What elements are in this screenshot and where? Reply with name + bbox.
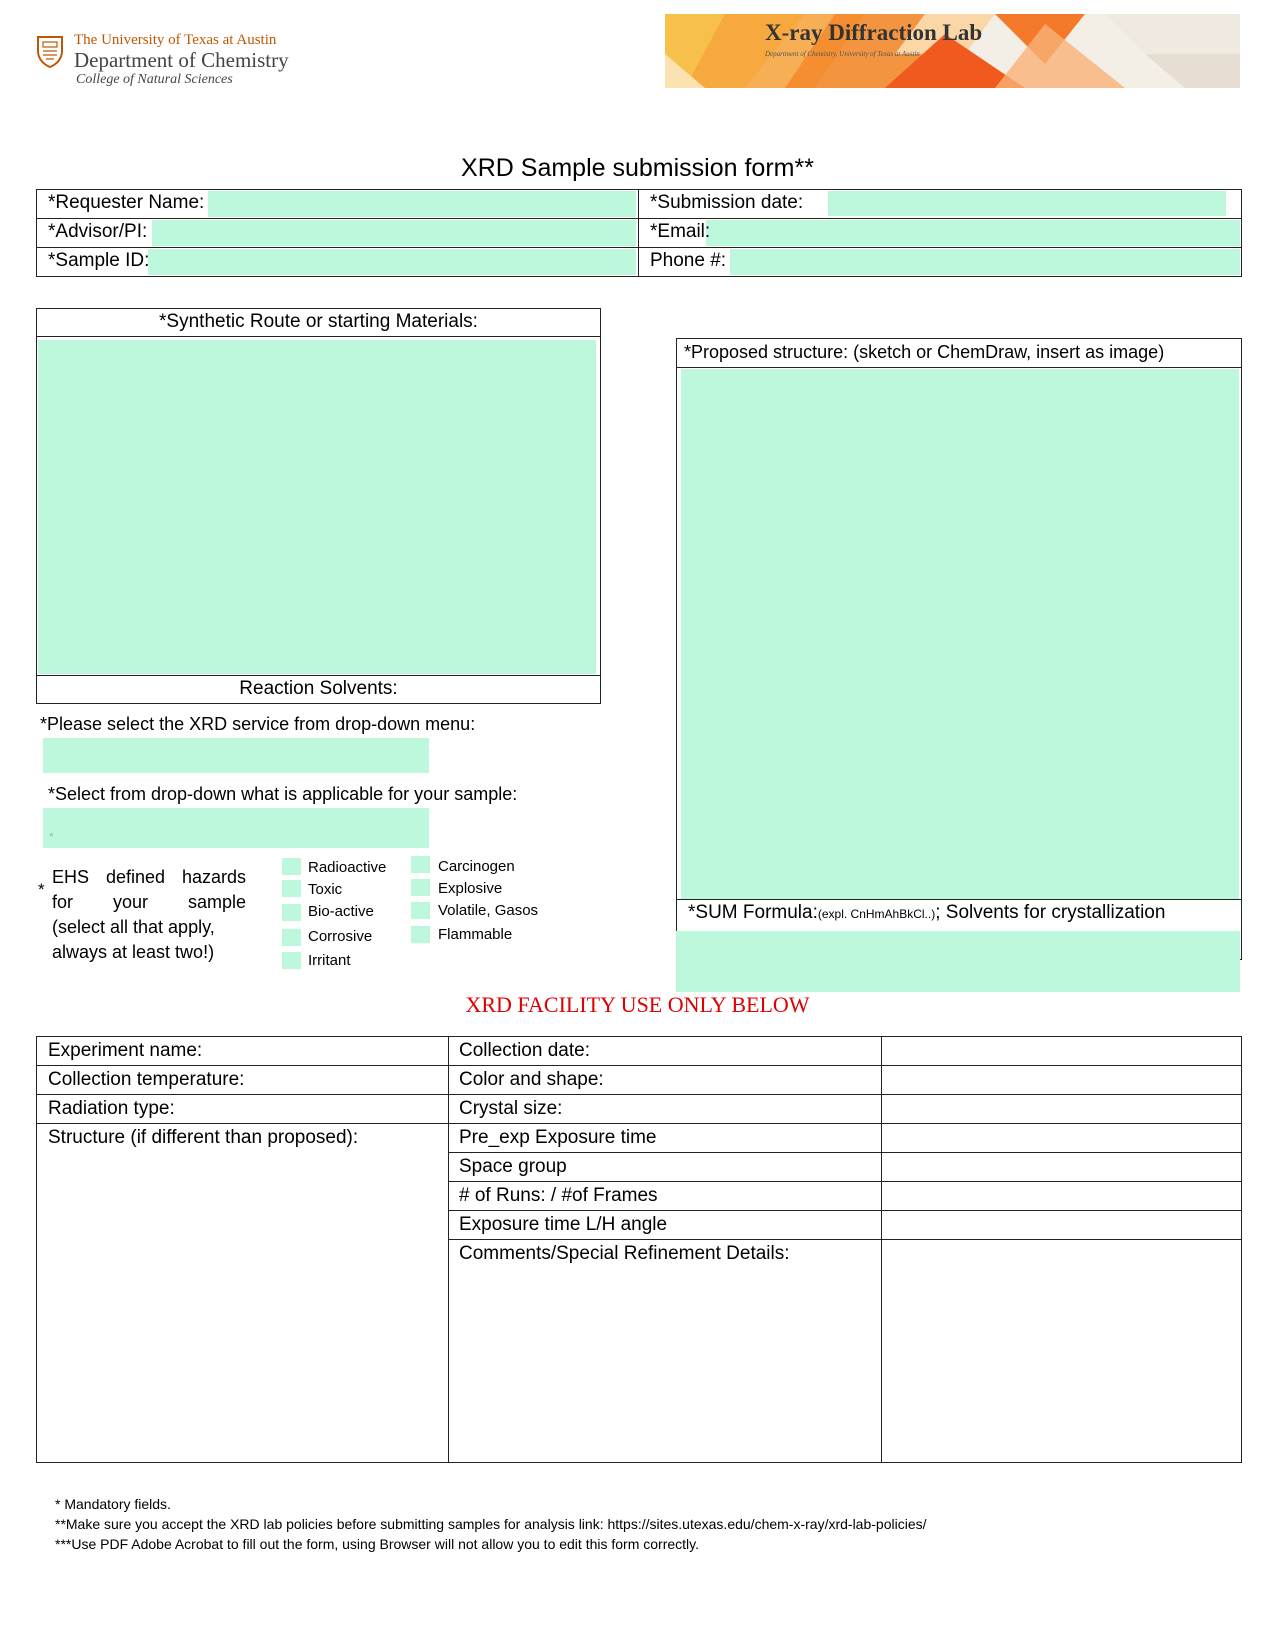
checkbox-flammable[interactable] xyxy=(411,926,430,943)
facility-comments: Comments/Special Refinement Details: xyxy=(459,1243,790,1264)
sample-id-label: *Sample ID: xyxy=(48,250,150,271)
hazards-word: your xyxy=(112,892,148,912)
service-prompt: *Please select the XRD service from drop-down menu: xyxy=(40,714,476,734)
advisor-field[interactable] xyxy=(152,220,636,246)
proposed-structure-field[interactable] xyxy=(681,369,1239,899)
submission-date-label: *Submission date: xyxy=(650,192,804,213)
checkbox-bio-active[interactable] xyxy=(282,904,301,921)
checkbox-radioactive[interactable] xyxy=(282,858,301,875)
requester-name-field[interactable] xyxy=(208,191,636,217)
sum-formula-example: (expl. CnHmAhBkCl..) xyxy=(817,907,936,921)
checkbox-carcinogen[interactable] xyxy=(411,856,430,873)
label-volatile: Volatile, Gasos xyxy=(438,902,539,919)
footnote-policies: **Make sure you accept the XRD lab policies before submitting samples for analysis link: https://sites.utexas.edu/chem-x-ray/xrd-lab-policies/ xyxy=(55,1516,927,1532)
facility-exposure-angle: Exposure time L/H angle xyxy=(459,1214,668,1235)
sum-formula-title: *SUM Formula: xyxy=(688,902,818,923)
email-label: *Email: xyxy=(650,221,711,242)
hazards-line-1 xyxy=(52,865,246,890)
sum-formula-field[interactable] xyxy=(676,931,1240,992)
applicable-prompt: *Select from drop-down what is applicable for your sample: xyxy=(48,784,518,804)
hazards-word: defined xyxy=(105,867,166,887)
facility-color-shape: Color and shape: xyxy=(459,1069,604,1090)
checkbox-toxic[interactable] xyxy=(282,880,301,897)
hazards-description xyxy=(52,865,246,965)
hazards-word: for xyxy=(52,892,74,912)
footnote-mandatory: * Mandatory fields. xyxy=(55,1496,171,1512)
sum-formula-label xyxy=(688,902,1165,924)
sample-id-field[interactable] xyxy=(148,249,636,275)
banner-subtitle: Department of Chemistry, University of Texas at Austin xyxy=(765,50,920,58)
college-name: College of Natural Sciences xyxy=(76,72,233,87)
label-irritant: Irritant xyxy=(308,952,351,969)
facility-radiation-type: Radiation type: xyxy=(48,1098,175,1119)
requester-name-label: *Requester Name: xyxy=(48,192,205,213)
phone-label: Phone #: xyxy=(650,250,727,271)
label-carcinogen: Carcinogen xyxy=(438,858,515,875)
checkbox-corrosive[interactable] xyxy=(282,929,301,946)
xrd-lab-banner xyxy=(665,14,1240,88)
hazards-line-4: always at least two!) xyxy=(52,942,215,962)
footnote-acrobat: ***Use PDF Adobe Acrobat to fill out the form, using Browser will not allow you to edit this form correctly. xyxy=(55,1536,700,1552)
label-explosive: Explosive xyxy=(438,880,503,897)
banner-title: X-ray Diffraction Lab xyxy=(765,20,983,45)
form-title: XRD Sample submission form** xyxy=(461,154,814,182)
label-radioactive: Radioactive xyxy=(308,859,387,876)
email-field[interactable] xyxy=(706,220,1240,246)
facility-collection-temperature: Collection temperature: xyxy=(48,1069,245,1090)
label-toxic: Toxic xyxy=(308,881,343,898)
facility-space-group: Space group xyxy=(459,1156,567,1177)
label-bio-active: Bio-active xyxy=(308,903,374,920)
synthetic-route-field[interactable] xyxy=(38,340,596,674)
department-name: Department of Chemistry xyxy=(74,48,289,72)
advisor-label: *Advisor/PI: xyxy=(48,221,148,242)
facility-heading: XRD FACILITY USE ONLY BELOW xyxy=(465,992,810,1017)
hazards-line-2 xyxy=(52,890,246,915)
checkbox-volatile[interactable] xyxy=(411,902,430,919)
service-dropdown[interactable] xyxy=(43,738,429,773)
facility-runs-frames: # of Runs: / #of Frames xyxy=(459,1185,658,1206)
facility-pre-exp-exposure: Pre_exp Exposure time xyxy=(459,1127,657,1148)
hazards-star: * xyxy=(38,880,45,899)
applicable-placeholder: * xyxy=(49,830,54,844)
hazards-line-3: (select all that apply, xyxy=(52,917,215,937)
hazards-word: hazards xyxy=(181,867,246,887)
ut-shield-icon xyxy=(36,35,64,69)
hazards-word: EHS xyxy=(52,867,90,887)
synthetic-route-title: *Synthetic Route or starting Materials: xyxy=(159,311,478,332)
facility-collection-date: Collection date: xyxy=(459,1040,590,1061)
checkbox-irritant[interactable] xyxy=(282,952,301,969)
sum-formula-suffix: ; Solvents for crystallization xyxy=(935,902,1166,923)
university-name: The University of Texas at Austin xyxy=(74,32,277,48)
label-flammable: Flammable xyxy=(438,926,513,943)
ut-logo xyxy=(36,32,336,92)
facility-structure: Structure (if different than proposed): xyxy=(48,1127,359,1148)
proposed-structure-title: *Proposed structure: (sketch or ChemDraw, insert as image) xyxy=(684,342,1165,362)
checkbox-explosive[interactable] xyxy=(411,879,430,896)
facility-crystal-size: Crystal size: xyxy=(459,1098,563,1119)
label-corrosive: Corrosive xyxy=(308,928,373,945)
phone-field[interactable] xyxy=(730,249,1240,275)
applicable-dropdown[interactable] xyxy=(43,808,429,848)
hazards-word: sample xyxy=(187,892,246,912)
submission-date-field[interactable] xyxy=(828,191,1226,216)
facility-experiment-name: Experiment name: xyxy=(48,1040,203,1061)
reaction-solvents-label: Reaction Solvents: xyxy=(239,678,398,699)
